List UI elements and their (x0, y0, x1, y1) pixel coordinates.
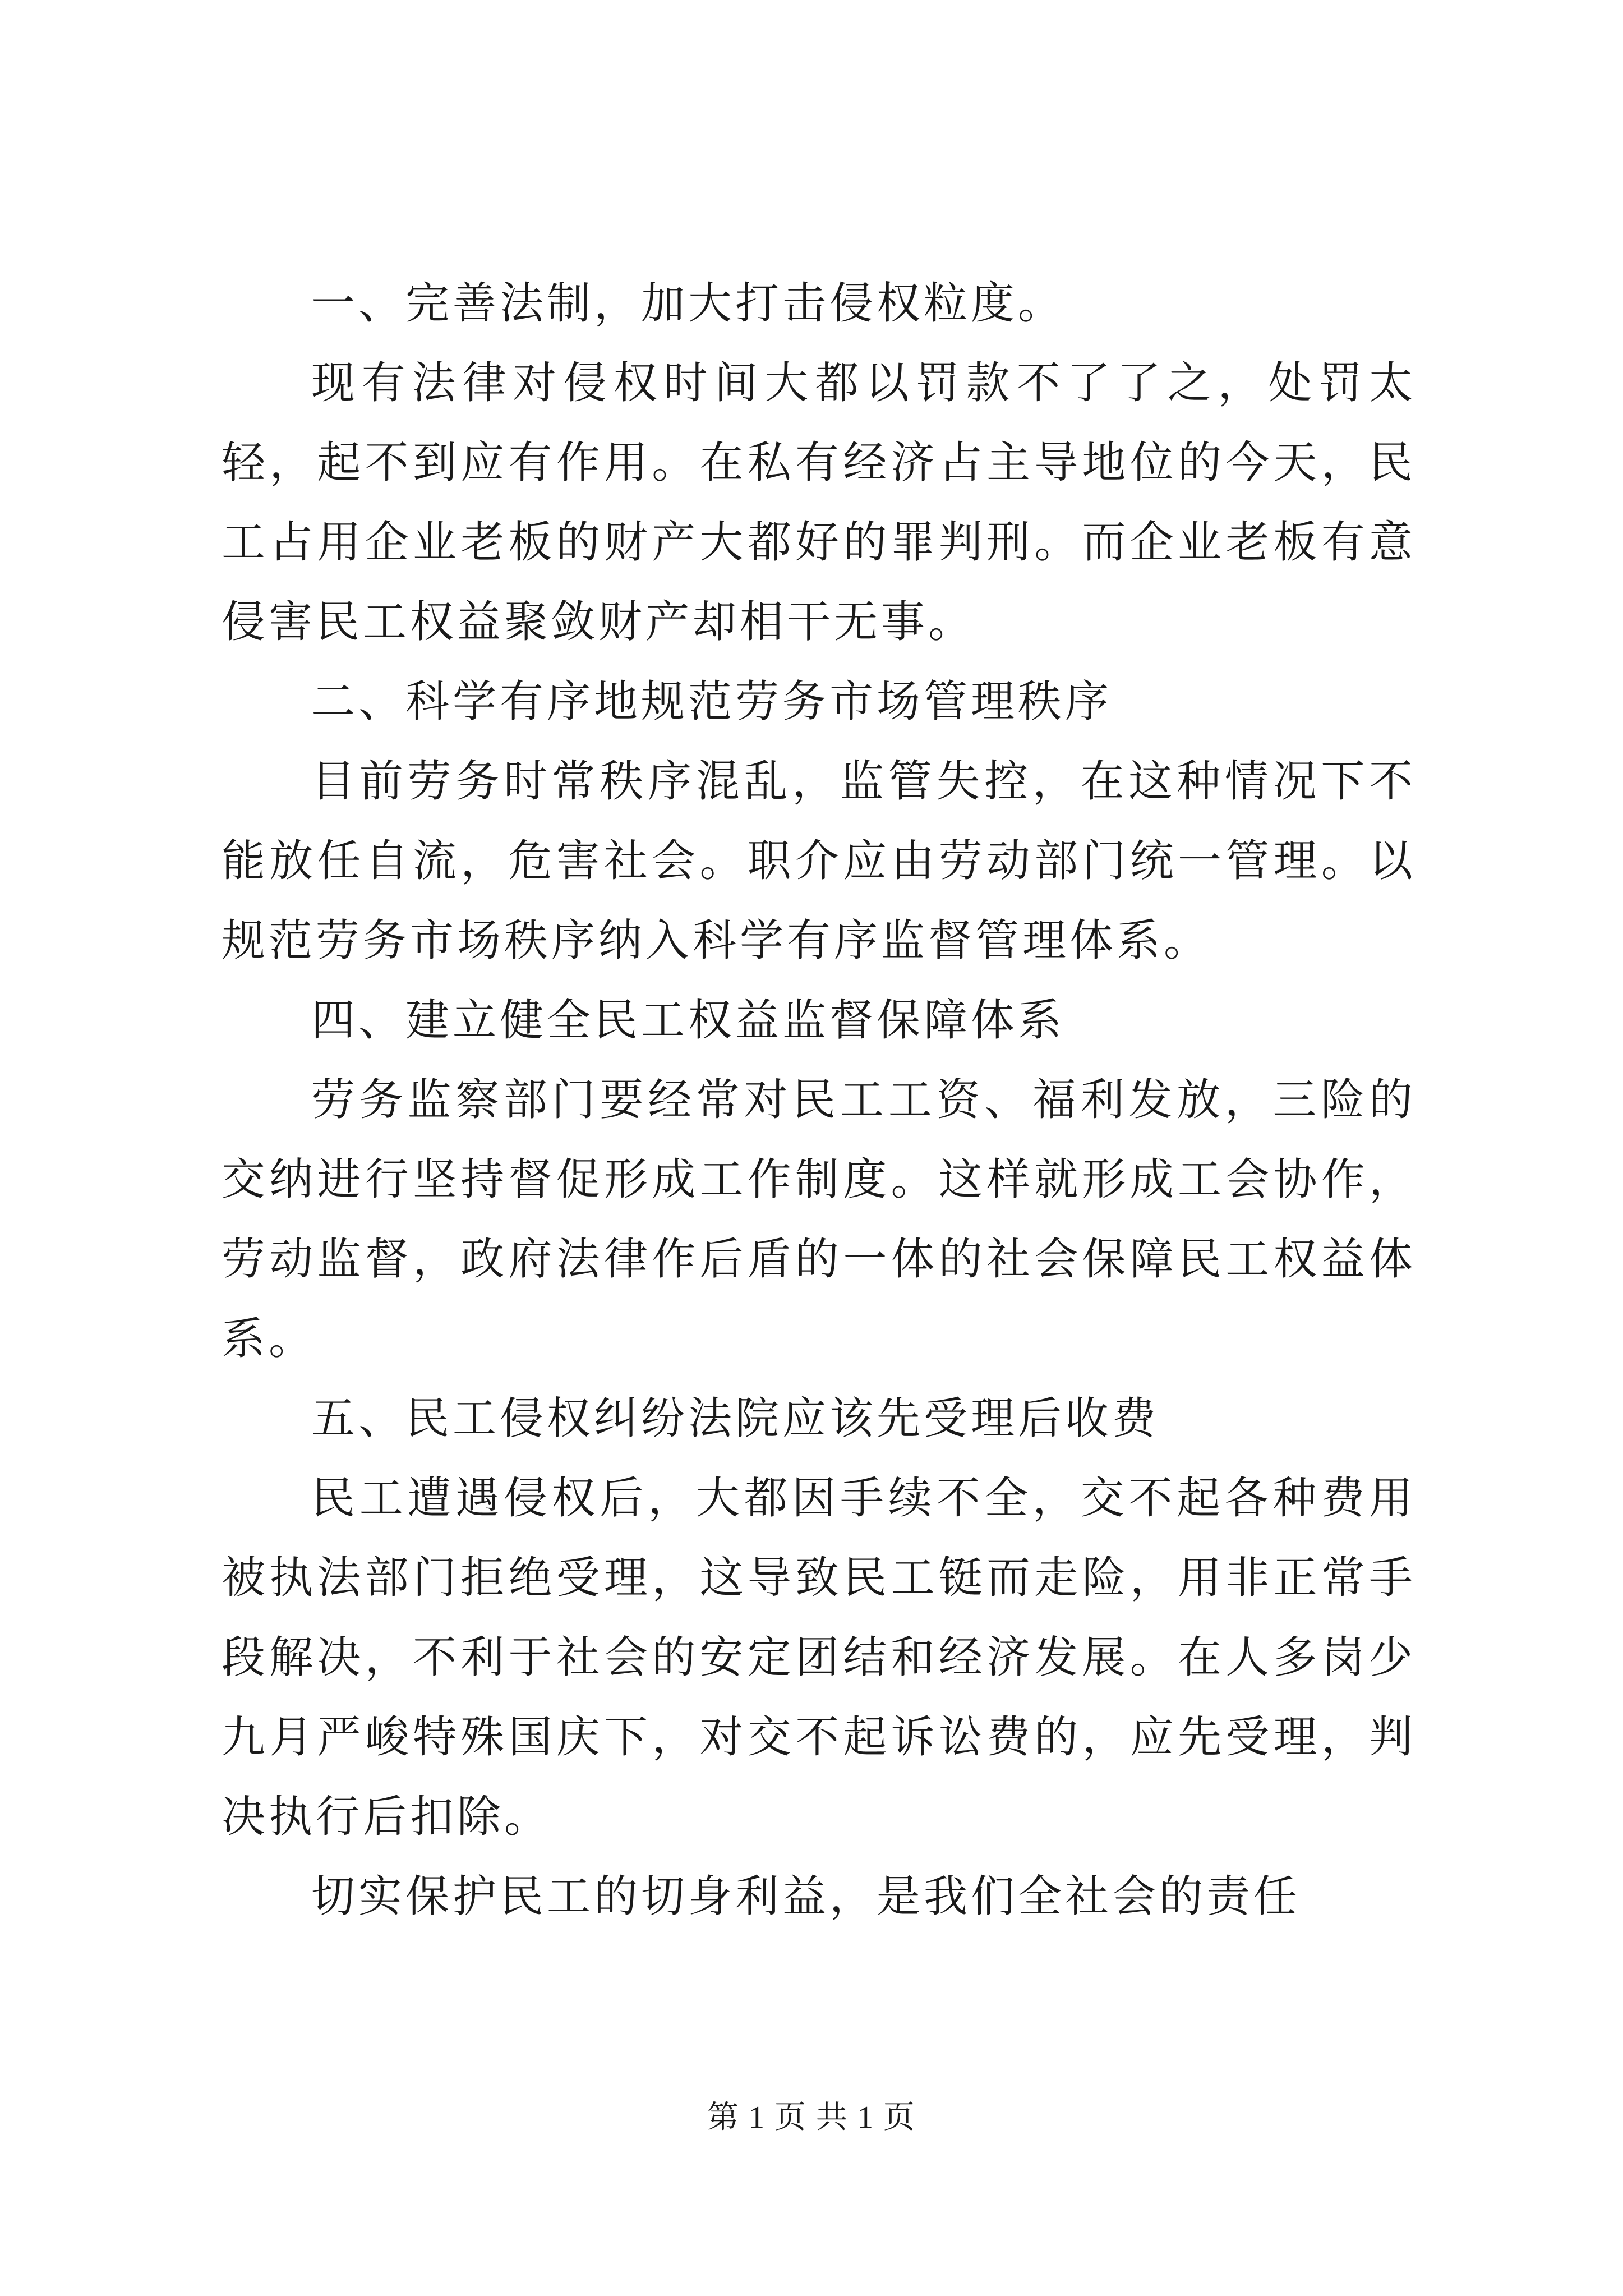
page-footer: 第 1 页 共 1 页 (707, 2100, 916, 2135)
paragraph-5: 民工遭遇侵权后，大都因手续不全，交不起各种费用被执法部门拒绝受理，这导致民工铤而走险，用非正常手段解决，不利于社会的安定团结和经济发展。在人多岗少九月严峻特殊国庆下，对交不起诉讼费的，应先受理，判决执行后扣除。 (222, 1473, 1416, 1842)
heading-2: 二、科学有序地规范劳务市场管理秩序 (311, 677, 1113, 727)
heading-5: 五、民工侵权纠纷法院应该先受理后收费 (311, 1393, 1160, 1444)
document-body (222, 264, 1416, 1936)
paragraph-1: 现有法律对侵权时间大都以罚款不了了之，处罚太轻，起不到应有作用。在私有经济占主导地位的今天，民工占用企业老板的财产大都好的罪判刑。而企业老板有意侵害民工权益聚敛财产却相干无事。 (222, 358, 1416, 647)
paragraph-2: 目前劳务时常秩序混乱，监管失控，在这种情况下不能放任自流，危害社会。职介应由劳动部门统一管理。以规范劳务市场秩序纳入科学有序监督管理体系。 (222, 756, 1416, 966)
closing-paragraph: 切实保护民工的切身利益，是我们全社会的责任 (311, 1871, 1301, 1922)
heading-4: 四、建立健全民工权益监督保障体系 (311, 995, 1066, 1046)
heading-1: 一、完善法制，加大打击侵权粒度。 (311, 278, 1066, 329)
paragraph-4: 劳务监察部门要经常对民工工资、福利发放，三险的交纳进行坚持督促形成工作制度。这样就形成工会协作，劳动监督，政府法律作后盾的一体的社会保障民工权益体系。 (222, 1075, 1416, 1364)
